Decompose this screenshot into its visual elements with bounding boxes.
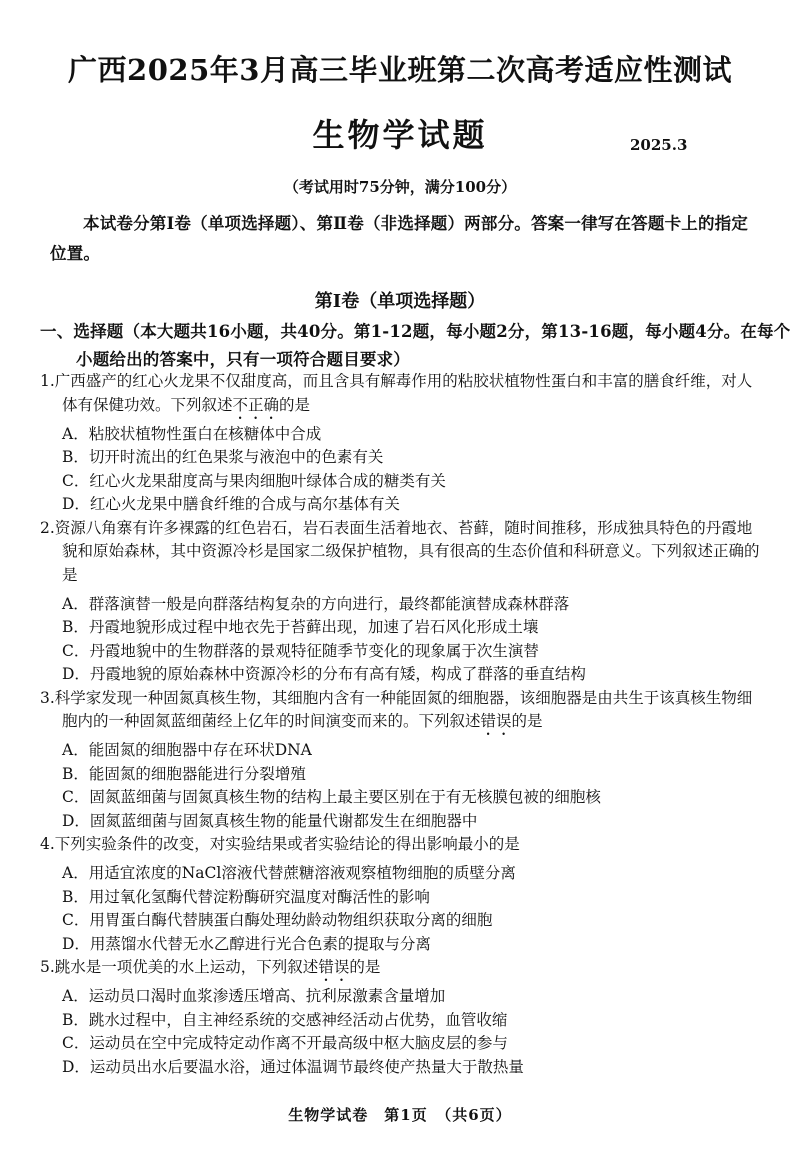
option-b: B．切开时流出的红色果浆与液泡中的色素有关 [62,448,384,466]
question-4 [40,833,764,956]
option-d: D．运动员出水后要温水浴，通过体温调节最终使产热量大于散热量 [62,1057,524,1076]
question-number: 1. [40,372,55,390]
option-d: D．红心火龙果中膳食纤维的合成与高尔基体有关 [62,495,400,513]
option-b: B．能固氮的细胞器能进行分裂增殖 [62,764,306,783]
option-c: C．丹霞地貌中的生物群落的景观特征随季节变化的现象属于次生演替 [62,641,539,660]
option-c: C．运动员在空中完成特定动作离不开最高级中枢大脑皮层的参与 [62,1034,508,1052]
question-3 [40,687,764,834]
exam-info: （考试用时75分钟，满分100分） [283,178,517,196]
exam-subject: 生物学试题 [312,116,488,154]
page-footer: 生物学试卷 第1页 （共6页） [288,1106,512,1124]
question-2 [40,517,764,687]
emphasized-text: 错误 [480,712,512,730]
option-b: B．用过氧化氢酶代替淀粉酶研究温度对酶活性的影响 [62,887,430,906]
option-b: B．丹霞地貌形成过程中地衣先于苔藓出现，加速了岩石风化形成土壤 [62,618,539,636]
question-number: 5. [40,958,55,976]
question-stem: 2.资源八角寨有许多裸露的红色岩石，岩石表面生活着地衣、苔藓，随时间推移，形成独具特色的丹霞地貌和原始森林，其中资源冷杉是国家二级保护植物，具有很高的生态价值和科研意义。下列叙述正确的是 [40,518,760,584]
emphasized-text: 不正确 [232,395,280,414]
question-stem: 1.广西盛产的红心火龙果不仅甜度高，而且含具有解毒作用的粘胶状植物性蛋白和丰富的膳食纤维，对人体有保健功效。下列叙述不正确的是 [40,372,753,414]
exam-date: 2025.3 [630,136,688,154]
option-a: A．运动员口渴时血浆渗透压增高、抗利尿激素含量增加 [62,987,446,1005]
option-d: D．用蒸馏水代替无水乙醇进行光合色素的提取与分离 [62,934,431,953]
question-1 [40,370,764,517]
option-a: A．用适宜浓度的NaCl溶液代替蔗糖溶液观察植物细胞的质壁分离 [62,864,516,882]
question-list [40,370,764,1079]
emphasized-text: 错误 [318,958,350,976]
option-b: B．跳水过程中，自主神经系统的交感神经活动占优势，血管收缩 [62,1010,508,1029]
option-c: C．固氮蓝细菌与固氮真核生物的结构上最主要区别在于有无核膜包被的细胞核 [62,788,601,806]
option-d: D．固氮蓝细菌与固氮真核生物的能量代谢都发生在细胞器中 [62,811,478,830]
question-number: 2. [40,518,55,537]
option-a: A．能固氮的细胞器中存在环状DNA [62,741,312,759]
section-title: 第Ⅰ卷（单项选择题） [314,291,486,312]
exam-instructions: 本试卷分第Ⅰ卷（单项选择题）、第Ⅱ卷（非选择题）两部分。答案一律写在答题卡上的指定位置。 [50,214,749,263]
option-c: C．用胃蛋白酶代替胰蛋白酶处理幼龄动物组织获取分离的细胞 [62,911,493,929]
option-a: A．粘胶状植物性蛋白在核糖体中合成 [62,424,322,443]
option-c: C．红心火龙果甜度高与果肉细胞叶绿体合成的糖类有关 [62,471,446,490]
question-number: 4. [40,835,55,853]
exam-title: 广西2025年3月高三毕业班第二次高考适应性测试 [68,53,732,87]
question-number: 3. [40,688,55,707]
question-stem: 4.下列实验条件的改变，对实验结果或者实验结论的得出影响最小的是 [40,835,520,853]
option-a: A．群落演替一般是向群落结构复杂的方向进行，最终都能演替成森林群落 [62,594,570,613]
question-stem: 5.跳水是一项优美的水上运动，下列叙述错误的是 [40,958,381,976]
question-stem: 3.科学家发现一种固氮真核生物，其细胞内含有一种能固氮的细胞器，该细胞器是由共生于该真核生物细胞内的一种固氮蓝细菌经上亿年的时间演变而来的。下列叙述错误的是 [40,688,753,730]
section-intro: 一、选择题（本大题共16小题，共40分。第1-12题，每小题2分，第13-16题，每小题4分。在每个小题给出的答案中，只有一项符合题目要求） [40,322,791,369]
option-d: D．丹霞地貌的原始森林中资源冷杉的分布有高有矮，构成了群落的垂直结构 [62,665,586,683]
question-5 [40,956,764,1079]
